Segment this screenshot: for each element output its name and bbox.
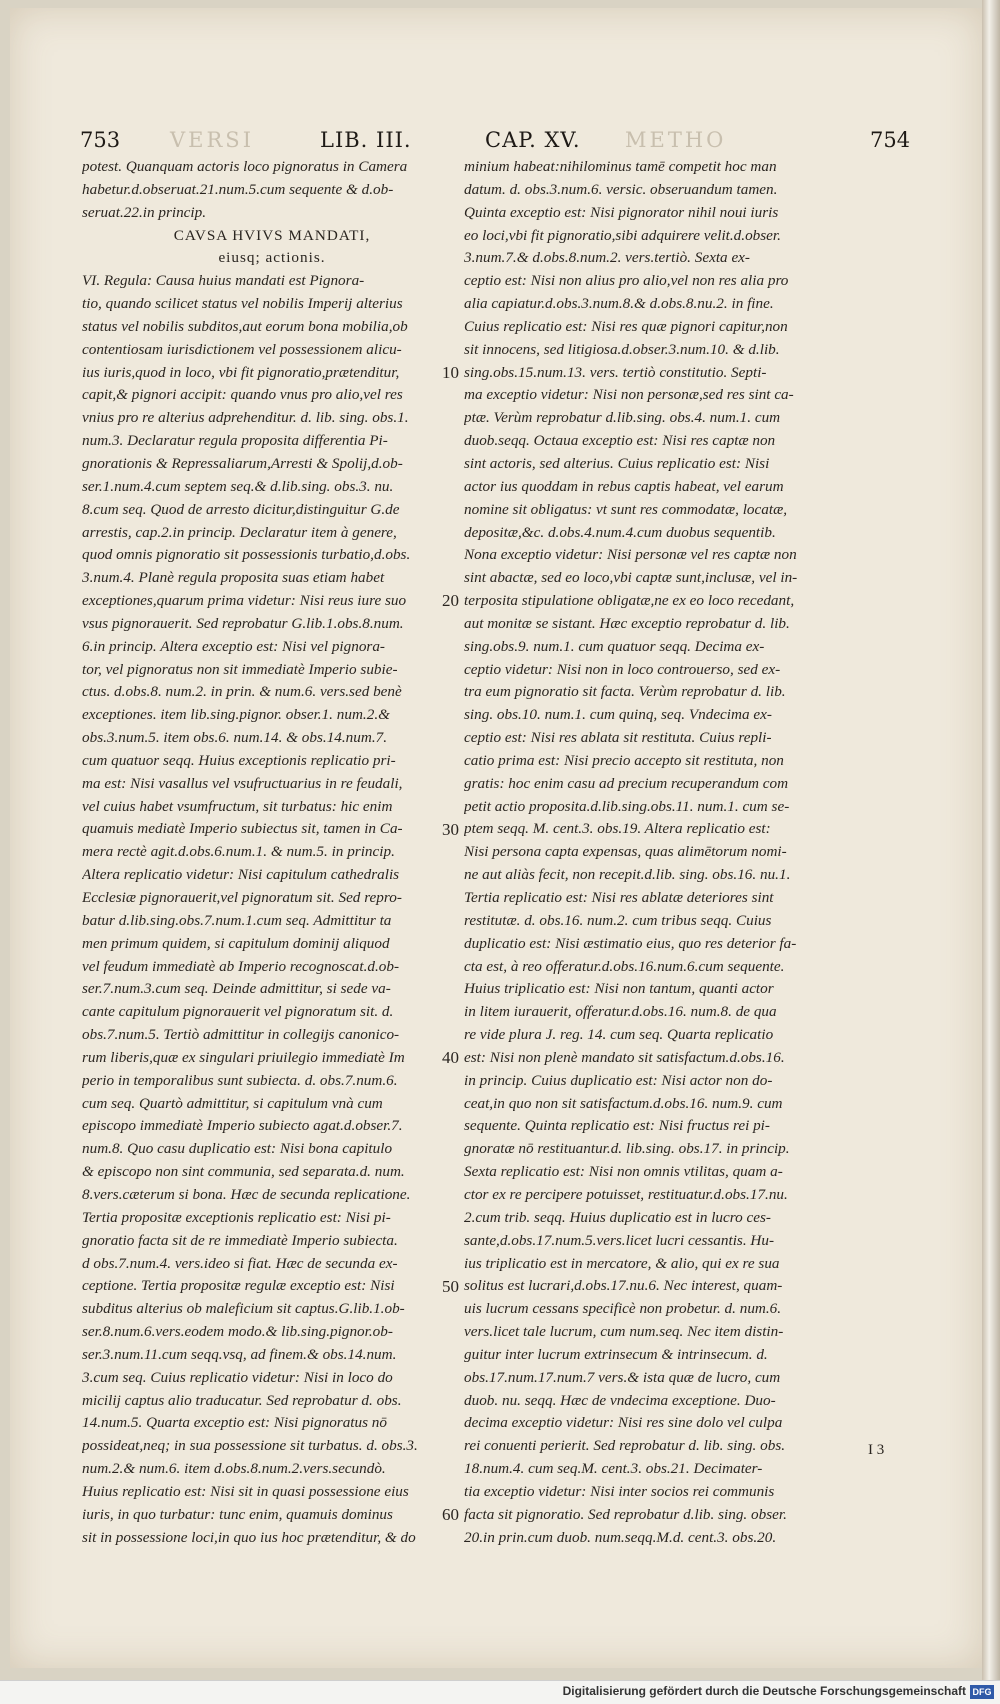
text-line: ceptione. Tertia propositæ regulæ exceptio est: Nisi [82,1277,395,1295]
text-line: contentiosam iurisdictionem vel possessionem alicu- [82,340,402,358]
text-line: alia capiatur.d.obs.3.num.8.& d.obs.8.nu.2. in fine. [464,295,774,313]
text-line: num.8. Quo casu duplicatio est: Nisi bona capitulo [82,1140,393,1158]
text-line: minium habeat:nihilominus tamē competit hoc man [464,158,777,175]
text-line: rum liberis,quæ ex singulari priuilegio immediatè Im [82,1048,405,1066]
text-line: duob. nu. seqq. Hæc de vndecima exceptione. Duo- [464,1391,776,1409]
page-number-left: 753 [80,128,121,152]
text-line: aut monitæ se sistant. Hæc exceptio reprobatur d. lib. [464,614,790,632]
text-line: sing. obs.10. num.1. cum quinq, seq. Vndecima ex- [464,706,772,724]
text-line: ceptio videtur: Nisi non in loco controuerso, sed ex- [464,660,781,678]
text-line: uis lucrum cessans specificè non probetur. d. num.6. [464,1300,782,1318]
text-line: 3.num.7.& d.obs.8.num.2. vers.tertiò. Sexta ex- [464,249,750,267]
text-line: capit,& pignori accipit: quando vnus pro alio,vel res [82,386,403,404]
text-line: perio in temporalibus sunt subiecta. d. obs.7.num.6. [82,1071,398,1089]
bleed-through-left: VERSI [170,128,254,152]
text-line: ceat,in quo non sit satisfactum.d.obs.16. num.9. cum [464,1094,783,1112]
text-line: num.2.& num.6. item d.obs.8.num.2.vers.secundò. [82,1460,386,1478]
text-line: cta est, à reo offeratur.d.obs.16.num.6.cum sequente. [464,957,785,975]
text-line: guitur inter lucrum extrinsecum & intrinsecum. d. [464,1345,768,1363]
text-line: sequente. Quinta replicatio est: Nisi fructus rei pi- [464,1117,770,1135]
text-line: nomine sit obligatus: vt sunt res commodatæ, locatæ, [464,500,788,518]
text-line: sante,d.obs.17.num.5.vers.licet lucri cessantis. Hu- [464,1231,775,1249]
text-line: Huius replicatio est: Nisi sit in quasi possessione eius [82,1482,409,1500]
text-line: quamuis mediatè Imperio subiectus sit, tamen in Ca- [82,820,403,838]
text-line: ius iuris,quod in loco, vbi fit pignoratio,prætenditur, [82,363,400,381]
right-text-column [464,156,844,1549]
text-line: gnoratæ nō restituantur.d. lib.sing. obs.17. in princip. [464,1140,790,1158]
text-line: ser.7.num.3.cum seq. Deinde admittitur, si sede va- [82,980,391,998]
text-line: obs.3.num.5. item obs.6. num.14. & obs.14.num.7. [82,729,388,747]
text-line: catio prima est: Nisi precio accepto sit restituta, non [464,751,784,769]
text-line: re vide plura J. reg. 14. cum seq. Quarta replicatio [464,1026,774,1044]
text-line: exceptiones. item lib.sing.pignor. obser.1. num.2.& [82,706,390,724]
text-line: duob.seqq. Octaua exceptio est: Nisi res captæ non [464,432,776,450]
text-line: Nisi persona capta expensas, quas alimētorum nomi- [464,843,787,861]
text-line: ctor ex re percipere potuisset, restituatur.d.obs.17.nu. [464,1185,788,1203]
text-line: in princip. Cuius duplicatio est: Nisi actor non do- [464,1071,773,1089]
page-edge [982,0,1000,1680]
text-line: eiusq; actionis. [218,249,326,267]
text-line: ptæ. Verùm reprobatur d.lib.sing. obs.4. num.1. cum [464,409,781,427]
text-line: VI. Regula: Causa huius mandati est Pignora- [82,272,365,290]
text-line: potest. Quanquam actoris loco pignoratus in Camera [82,158,408,175]
text-line: decima exceptio videtur: Nisi res sine dolo vel culpa [464,1414,783,1432]
text-line: 8.vers.cæterum si bona. Hæc de secunda replicatione. [82,1185,411,1203]
bleed-through-right: METHO [625,128,727,152]
text-line: restitutæ. d. obs.16. num.2. cum tribus seqq. Cuius [464,911,772,929]
text-line: mera rectè agit.d.obs.6.num.1. & num.5. in princip. [82,843,395,861]
text-line: seruat.22.in princip. [82,203,207,221]
text-line: vers.licet tale lucrum, cum num.seq. Nec item distin- [464,1323,784,1341]
text-line: ceptio est: Nisi non alius pro alio,vel non res alia pro [464,272,789,290]
text-line: ser.8.num.6.vers.eodem modo.& lib.sing.pignor.ob- [82,1323,393,1341]
text-line: & episcopo non sint communia, sed separata.d. num. [82,1163,405,1181]
text-line: 3.num.4. Planè regula proposita suas etiam habet [82,569,385,587]
text-line: terposita stipulatione obligatæ,ne ex eo loco recedant, [464,592,795,610]
text-line: possideat,neq; in sua possessione sit turbatus. d. obs.3. [82,1437,418,1455]
text-line: tra eum pignoratio sit facta. Verùm reprobatur d. lib. [464,683,786,701]
text-line: obs.7.num.5. Tertiò admittitur in collegijs canonico- [82,1026,400,1044]
text-line: tor, vel pignoratus non sit immediatè Imperio subie- [82,660,398,678]
text-line: duplicatio est: Nisi æstimatio eius, quo res deterior fa- [464,934,797,952]
text-line: ptem seqq. M. cent.3. obs.19. Altera replicatio est: [464,820,771,838]
text-line: est: Nisi non plenè mandato sit satisfactum.d.obs.16. [464,1048,785,1066]
funding-credit: Digitalisierung gefördert durch die Deutsche Forschungsgemeinschaft [562,1684,966,1698]
text-line: habetur.d.obseruat.21.num.5.cum sequente & d.ob- [82,180,394,198]
text-line: 14.num.5. Quarta exceptio est: Nisi pignoratus nō [82,1414,387,1432]
text-line: Huius triplicatio est: Nisi non tantum, quanti actor [464,980,774,998]
text-line: actor ius quoddam in rebus captis habeat, vel earum [464,477,784,495]
text-line: status vel nobilis subditos,aut eorum bona mobilia,ob [82,317,408,335]
text-line: batur d.lib.sing.obs.7.num.1.cum seq. Admittitur ta [82,911,392,929]
text-line: gnoratio facta sit de re immediatè Imperio subiecta. [82,1231,398,1249]
dfg-logo-icon: DFG [970,1685,994,1699]
text-line: vnius pro re alterius adprehenditur. d. lib. sing. obs.1. [82,409,409,427]
text-line: Quinta exceptio est: Nisi pignorator nihil noui iuris [464,203,779,221]
text-line: ceptio est: Nisi res ablata sit restituta. Cuius repli- [464,729,772,747]
text-line: tia exceptio videtur: Nisi inter socios rei communis [464,1482,775,1500]
text-line: ne aut aliàs fecit, non recepit.d.lib. sing. obs.16. nu.1. [464,866,791,884]
chapter-title: CAP. XV. [485,128,581,152]
text-line: eo loci,vbi fit pignoratio,sibi adquirere velit.d.obser. [464,226,781,244]
text-line: vel feudum immediatè ab Imperio recognoscat.d.ob- [82,957,400,975]
text-line: solitus est lucrari,d.obs.17.nu.6. Nec interest, quam- [464,1277,783,1295]
running-title: LIB. III. [320,128,412,152]
text-line: tio, quando scilicet status vel nobilis Imperij alterius [82,295,403,313]
text-line: iuris, in quo turbatur: tunc enim, quamuis dominus [82,1505,393,1523]
text-line: micilij captus alio traducatur. Sed reprobatur d. obs. [82,1391,402,1409]
text-line: gnorationis & Repressaliarum,Arresti & Spolij,d.ob- [82,454,403,472]
line-number: 60 [442,1505,459,1525]
line-number: 20 [442,591,459,611]
text-line: sint actoris, sed alterius. Cuius replicatio est: Nisi [464,454,770,472]
text-line: quod omnis pignoratio sit possessionis turbatio,d.obs. [82,546,411,564]
page-number-right: 754 [870,128,911,152]
text-line: 8.cum seq. Quod de arresto dicitur,distinguitur G.de [82,500,400,518]
text-line: vsus pignorauerit. Sed reprobatur G.lib.1.obs.8.num. [82,614,404,632]
left-text-column [82,156,462,1549]
text-line: rei conuenti perierit. Sed reprobatur d. lib. sing. obs. [464,1437,786,1455]
text-line: Nona exceptio videtur: Nisi personæ vel res captæ non [464,546,797,564]
text-line: sing.obs.9. num.1. cum quatuor seqq. Decima ex- [464,637,765,655]
text-line: cum quatuor seqq. Huius exceptionis replicatio pri- [82,751,396,769]
text-line: 2.cum trib. seqq. Huius duplicatio est in lucro ces- [464,1208,771,1226]
text-line: facta sit pignoratio. Sed reprobatur d.lib. sing. obser. [464,1505,787,1523]
text-line: cum seq. Quartò admittitur, si capitulum vnà cum [82,1094,383,1112]
line-number: 50 [442,1276,459,1296]
text-line: Cuius replicatio est: Nisi res quæ pignori capitur,non [464,317,788,335]
text-line: d obs.7.num.4. vers.ideo si fiat. Hæc de secunda ex- [82,1254,398,1272]
text-line: cante capitulum pignorauerit vel pignoratum sit. d. [82,1003,394,1021]
text-line: ser.3.num.11.cum seqq.vsq, ad finem.& obs.14.num. [82,1345,397,1363]
text-line: in litem iurauerit, offeratur.d.obs.16. num.8. de qua [464,1003,777,1021]
text-line: ius triplicatio est in mercatore, & alio, qui ex re sua [464,1254,780,1272]
text-line: Sexta replicatio est: Nisi non omnis vtilitas, quam a- [464,1163,783,1181]
line-number: 10 [442,362,459,382]
text-line: Tertia replicatio est: Nisi res ablatæ deteriores sint [464,889,774,906]
text-line: sing.obs.15.num.13. vers. tertiò constitutio. Septi- [464,363,767,381]
text-line: Ecclesiæ pignorauerit,vel pignoratum sit. Sed repro- [82,889,402,906]
footer-bar [0,1680,1000,1704]
text-line: ctus. d.obs.8. num.2. in prin. & num.6. vers.sed benè [82,683,402,701]
text-line: 20.in prin.cum duob. num.seqq.M.d. cent.3. obs.20. [464,1528,777,1546]
text-line: depositæ,&c. d.obs.4.num.4.cum duobus sequentib. [464,523,776,541]
text-line: num.3. Declaratur regula proposita differentia Pi- [82,432,388,450]
text-line: ma exceptio videtur: Nisi non personæ,sed res sint ca- [464,386,794,404]
text-line: Altera replicatio videtur: Nisi capitulum cathedralis [82,866,400,884]
text-line: petit actio proposita.d.lib.sing.obs.11. num.1. cum se- [464,797,790,815]
text-line: ma est: Nisi vasallus vel vsufructuarius in re feudali, [82,774,403,792]
line-number: 40 [442,1048,459,1068]
text-line: obs.17.num.17.num.7 vers.& ista quæ de lucro, cum [464,1368,781,1386]
text-line: vel cuius habet vsumfructum, sit turbatus: hic enim [82,797,393,815]
text-line: sit innocens, sed litigiosa.d.obser.3.num.10. & d.lib. [464,340,780,358]
text-line: episcopo immediatè Imperio subiecto agat.d.obser.7. [82,1117,403,1135]
text-line: CAVSA HVIVS MANDATI, [173,226,371,244]
text-line: sit in possessione loci,in quo ius hoc prætenditur, & do [82,1528,416,1546]
line-number: 30 [442,819,459,839]
text-line: men primum quidem, si capitulum dominij aliquod [82,934,390,952]
text-line: ser.1.num.4.cum septem seq.& d.lib.sing. obs.3. nu. [82,477,394,495]
text-line: exceptiones,quarum prima videtur: Nisi reus iure suo [82,592,407,610]
text-line: sint abactæ, sed eo loco,vbi captæ sunt,inclusæ, vel in- [464,569,798,587]
signature-mark: I 3 [868,1442,885,1458]
text-line: Tertia propositæ exceptionis replicatio est: Nisi pi- [82,1208,391,1226]
running-header [70,128,930,156]
text-line: 3.cum seq. Cuius replicatio videtur: Nisi in loco do [82,1368,393,1386]
text-line: 6.in princip. Altera exceptio est: Nisi vel pignora- [82,637,385,655]
text-line: arrestis, cap.2.in princip. Declaratur item à genere, [82,523,397,541]
text-line: subditus alterius ob maleficium sit captus.G.lib.1.ob- [82,1300,405,1318]
text-line: gratis: hoc enim casu ad precium recuperandum com [464,774,789,792]
text-line: 18.num.4. cum seq.M. cent.3. obs.21. Decimater- [464,1460,763,1478]
text-line: datum. d. obs.3.num.6. versic. obseruandum tamen. [464,180,778,198]
